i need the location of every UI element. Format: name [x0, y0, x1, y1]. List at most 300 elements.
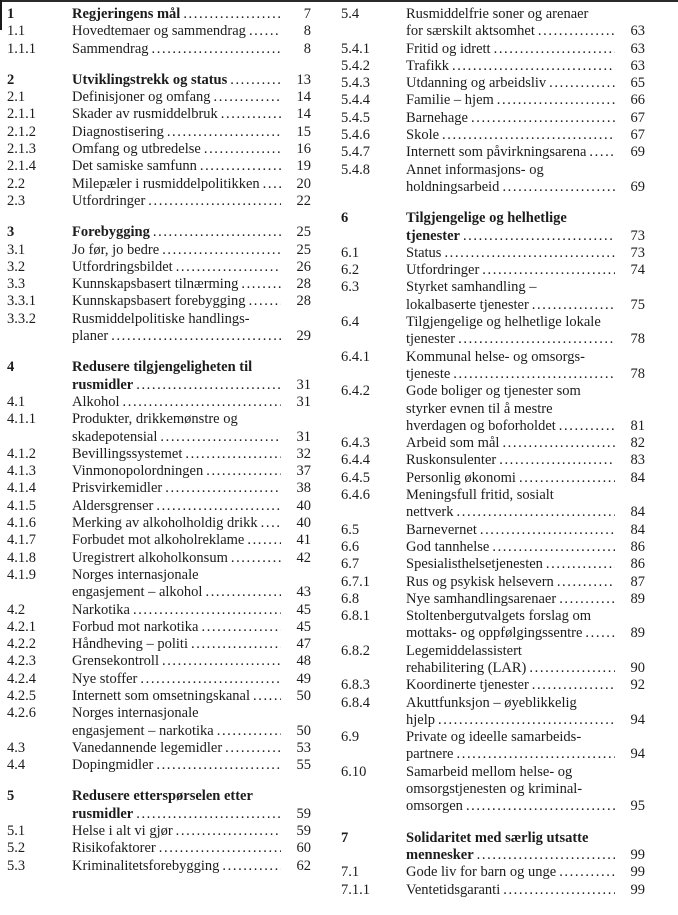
- toc-entry-title-line: Rusmiddelpolitiske handlings-: [72, 310, 250, 327]
- toc-entry: [341, 643, 645, 678]
- toc-entry-number: 1.1.1: [7, 40, 36, 57]
- toc-dot-leader: [457, 504, 615, 521]
- toc-entry-title-line: omsorgstjenesten og kriminal-: [406, 781, 583, 798]
- toc-entry-title-line: styrker evnen til å mestre: [406, 400, 553, 417]
- toc-entry-title: lokalbaserte tjenester: [406, 296, 529, 313]
- toc-dot-leader: [165, 480, 281, 497]
- toc-dot-leader: [546, 556, 615, 573]
- toc-entry-title-lastline: [406, 677, 617, 694]
- toc-entry-page: 31: [296, 393, 311, 410]
- toc-entry-title-lastline: [72, 41, 283, 58]
- toc-entry-title-lastline: [406, 574, 617, 591]
- toc-entry-number: 2.1.3: [7, 141, 36, 158]
- toc-entry: [341, 522, 645, 539]
- toc-entry-number: 5.4.1: [341, 40, 370, 57]
- toc-entry-title-line: Annet informasjons- og: [406, 161, 544, 178]
- toc-dot-leader: [480, 522, 615, 539]
- toc-entry-title: Gode liv for barn og unge: [406, 864, 557, 881]
- toc-group: [7, 72, 311, 210]
- toc-dot-leader: [204, 141, 281, 158]
- toc-dot-leader: [201, 619, 281, 636]
- toc-entry-title-line: Tilgjengelige og helhetlige: [406, 210, 567, 227]
- toc-entry-title-line: Norges internasjonale: [72, 705, 199, 722]
- toc-group: [341, 6, 645, 196]
- toc-entry-title-block: [72, 293, 283, 310]
- toc-entry-title-block: [406, 591, 617, 608]
- toc-entry-title: Trafikk: [406, 57, 449, 74]
- toc-entry-title-line: Norges internasjonale: [72, 566, 199, 583]
- toc-entry-title-lastline: [406, 452, 617, 469]
- toc-entry-title-block: [406, 574, 617, 591]
- toc-entry-title-lastline: [72, 429, 283, 446]
- toc-entry-title-line: Stoltenbergutvalgets forslag om: [406, 608, 591, 625]
- toc-entry: [7, 224, 311, 241]
- toc-entry-title-block: [406, 487, 617, 522]
- toc-entry-title-lastline: [406, 144, 617, 161]
- toc-dot-leader: [241, 276, 281, 293]
- toc-dot-leader: [585, 625, 615, 642]
- toc-entry-number: 3.3.2: [7, 310, 36, 327]
- toc-entry-page: 59: [296, 805, 311, 822]
- toc-entry-title-lastline: [72, 89, 283, 106]
- toc-column-left: [7, 6, 311, 899]
- toc-entry-page: 60: [296, 840, 311, 857]
- toc-entry-title: Omfang og utbredelse: [72, 141, 201, 158]
- toc-entry-title: Fritid og idrett: [406, 40, 491, 57]
- toc-entry-title-lastline: [72, 6, 283, 23]
- toc-entry: [341, 677, 645, 694]
- toc-entry: [7, 141, 311, 158]
- toc-entry-title-lastline: [72, 688, 283, 705]
- toc-group: [7, 359, 311, 774]
- toc-entry-title-block: [406, 144, 617, 161]
- toc-entry-title-block: [406, 110, 617, 127]
- toc-entry-title-lastline: [72, 106, 283, 123]
- toc-entry-title: Barnevernet: [406, 521, 477, 538]
- toc-entry-title: Sammendrag: [72, 40, 149, 57]
- toc-entry-page: 40: [296, 497, 311, 514]
- toc-entry-number: 6.4.2: [341, 383, 370, 400]
- toc-entry-page: 89: [630, 625, 645, 642]
- toc-entry-title: Alkohol: [72, 393, 120, 410]
- toc-entry-title: Skole: [406, 127, 440, 144]
- toc-entry-title-block: [406, 864, 617, 881]
- toc-dot-leader: [503, 882, 615, 899]
- toc-entry-title: Helse i alt vi gjør: [72, 823, 173, 840]
- toc-dot-leader: [221, 106, 281, 123]
- toc-dot-leader: [156, 757, 281, 774]
- toc-entry-title: Internett som påvirkningsarena: [406, 144, 587, 161]
- toc-entry-number: 6.8.4: [341, 694, 370, 711]
- toc-dot-leader: [482, 262, 615, 279]
- toc-entry-title: Koordinerte tjenester: [406, 677, 529, 694]
- toc-entry: [341, 92, 645, 109]
- toc-entry-number: 3.2: [7, 258, 26, 275]
- toc-entry: [7, 636, 311, 653]
- toc-entry-page: 14: [296, 106, 311, 123]
- toc-entry-number: 4.1.3: [7, 463, 36, 480]
- toc-dot-leader: [160, 429, 281, 446]
- toc-entry-page: 73: [630, 227, 645, 244]
- toc-entry-title: Nye stoffer: [72, 670, 138, 687]
- toc-entry-page: 7: [303, 6, 311, 22]
- toc-entry-title-lastline: [72, 293, 283, 310]
- toc-group: [341, 210, 645, 815]
- toc-entry: [7, 41, 311, 58]
- toc-entry: [341, 487, 645, 522]
- toc-entry-page: 40: [296, 515, 311, 532]
- toc-entry-page: 82: [630, 435, 645, 452]
- toc-entry-page: 94: [630, 746, 645, 763]
- toc-entry-page: 8: [303, 23, 311, 40]
- toc-entry-title-lastline: [72, 480, 283, 497]
- toc-entry-title-block: [72, 463, 283, 480]
- toc-entry-title: holdningsarbeid: [406, 178, 500, 195]
- toc-entry-title-block: [72, 124, 283, 141]
- toc-entry-title-block: [406, 435, 617, 452]
- toc-dot-leader: [532, 297, 615, 314]
- toc-entry-title: tjenester: [406, 227, 460, 244]
- toc-entry-number: 2.1.1: [7, 106, 36, 123]
- toc-dot-leader: [261, 515, 281, 532]
- toc-entry: [341, 58, 645, 75]
- toc-entry: [341, 591, 645, 608]
- toc-entry-number: 2.3: [7, 192, 26, 209]
- toc-entry-title-block: [406, 314, 617, 349]
- toc-entry-page: 38: [296, 480, 311, 497]
- toc-entry-title-lastline: [72, 276, 283, 293]
- toc-entry-title-block: [72, 840, 283, 857]
- toc-dot-leader: [519, 470, 615, 487]
- toc-entry-title-lastline: [406, 418, 617, 435]
- toc-entry-title-block: [72, 823, 283, 840]
- toc-entry-title-block: [406, 92, 617, 109]
- toc-entry-title-block: [72, 515, 283, 532]
- toc-group: [7, 788, 311, 874]
- toc-entry-title: Forbudet mot alkoholreklame: [72, 532, 245, 549]
- toc-entry-number: 3.3.1: [7, 293, 36, 310]
- toc-entry-page: 99: [630, 881, 645, 898]
- toc-entry-title-line: Styrket samhandling –: [406, 279, 537, 296]
- toc-entry: [341, 882, 645, 899]
- toc-entry: [7, 311, 311, 346]
- toc-entry-title: Rus og psykisk helsevern: [406, 573, 554, 590]
- toc-entry-number: 6.8.2: [341, 642, 370, 659]
- toc-entry: [7, 89, 311, 106]
- toc-dot-leader: [200, 158, 281, 175]
- toc-entry: [7, 498, 311, 515]
- toc-entry-title: engasjement – narkotika: [72, 722, 214, 739]
- toc-entry-title-lastline: [406, 127, 617, 144]
- toc-entry-title-lastline: [406, 366, 617, 383]
- toc-entry: [341, 262, 645, 279]
- toc-dot-leader: [549, 75, 615, 92]
- toc-entry-title: tjeneste: [406, 365, 451, 382]
- toc-entry-number: 5.3: [7, 857, 26, 874]
- toc-entry-title: Utfordringer: [72, 192, 146, 209]
- toc-entry-number: 5.4.4: [341, 92, 370, 109]
- toc-entry-title-block: [406, 677, 617, 694]
- toc-entry-title-lastline: [406, 864, 617, 881]
- toc-entry-title-block: [406, 764, 617, 816]
- toc-entry: [7, 705, 311, 740]
- toc-entry-page: 22: [296, 192, 311, 209]
- toc-entry-page: 63: [630, 23, 645, 40]
- toc-entry: [341, 144, 645, 161]
- toc-entry-title-block: [72, 671, 283, 688]
- toc-entry-title-block: [72, 705, 283, 740]
- toc-entry-number: 5.4.6: [341, 127, 370, 144]
- toc-entry: [341, 452, 645, 469]
- toc-dot-leader: [162, 242, 281, 259]
- toc-entry: [7, 619, 311, 636]
- toc-entry-title-block: [72, 567, 283, 602]
- toc-entry-title-lastline: [406, 23, 617, 40]
- toc-entry-number: 6.9: [341, 729, 360, 746]
- toc-entry: [7, 124, 311, 141]
- toc-entry-page: 55: [296, 757, 311, 774]
- toc-entry-title-block: [72, 158, 283, 175]
- toc-entry-number: 4.1: [7, 393, 26, 410]
- toc-entry-title-lastline: [406, 847, 617, 864]
- toc-entry-number: 4.2.6: [7, 705, 36, 722]
- toc-dot-leader: [249, 293, 281, 310]
- toc-entry-title-lastline: [406, 798, 617, 815]
- toc-entry: [341, 6, 645, 41]
- toc-entry-page: 37: [296, 463, 311, 480]
- toc-entry-title: Familie – hjem: [406, 92, 494, 109]
- toc-entry-title: Kunnskapsbasert tilnærming: [72, 276, 239, 293]
- toc-entry-title-lastline: [72, 653, 283, 670]
- toc-entry-title-block: [406, 58, 617, 75]
- toc-entry-title-block: [406, 830, 617, 865]
- toc-entry-number: 1: [7, 6, 15, 22]
- toc-dot-leader: [497, 92, 615, 109]
- toc-entry: [7, 6, 311, 23]
- toc-entry-page: 16: [296, 141, 311, 158]
- toc-entry: [341, 729, 645, 764]
- toc-entry: [7, 858, 311, 875]
- toc-entry-title-lastline: [406, 331, 617, 348]
- toc-entry: [7, 176, 311, 193]
- toc-entry: [341, 556, 645, 573]
- toc-entry-number: 4.4: [7, 757, 26, 774]
- toc-entry-title-line: Redusere etterspørselen etter: [72, 788, 253, 805]
- toc-entry-title-block: [406, 210, 617, 245]
- toc-entry-title: Ruskonsulenter: [406, 452, 497, 469]
- toc-entry-title-lastline: [72, 636, 283, 653]
- toc-entry-title-block: [72, 757, 283, 774]
- toc-entry: [7, 788, 311, 823]
- toc-dot-leader: [444, 245, 615, 262]
- toc-dot-leader: [136, 806, 281, 823]
- toc-entry-page: 53: [296, 739, 311, 756]
- toc-entry-number: 4.2: [7, 601, 26, 618]
- toc-entry: [7, 446, 311, 463]
- toc-entry-title-lastline: [72, 72, 283, 89]
- toc-entry-number: 2: [7, 71, 15, 88]
- toc-entry-title-block: [72, 411, 283, 446]
- toc-entry-title: Forebygging: [72, 224, 150, 241]
- toc-entry-title-line: Private og ideelle samarbeids-: [406, 729, 582, 746]
- toc-entry-title: Internett som omsetningskanal: [72, 687, 250, 704]
- toc-entry: [7, 515, 311, 532]
- toc-entry-number: 6.8.3: [341, 677, 370, 694]
- toc-entry-title-block: [72, 394, 283, 411]
- toc-entry-title-block: [406, 608, 617, 643]
- toc-dot-leader: [153, 224, 281, 241]
- toc-entry-title-block: [72, 480, 283, 497]
- toc-dot-leader: [176, 823, 281, 840]
- toc-entry-title-block: [72, 89, 283, 106]
- toc-dot-leader: [532, 677, 615, 694]
- toc-entry-title: Det samiske samfunn: [72, 158, 197, 175]
- toc-entry-number: 4.1.1: [7, 411, 36, 428]
- toc-entry-page: 90: [630, 659, 645, 676]
- toc-entry-title-block: [406, 349, 617, 384]
- toc-entry: [7, 259, 311, 276]
- toc-entry-title-line: Redusere tilgjengeligheten til: [72, 359, 253, 376]
- toc-entry-title-lastline: [72, 619, 283, 636]
- toc-entry-title-lastline: [72, 757, 283, 774]
- toc-entry-title-block: [72, 193, 283, 210]
- toc-entry-title-lastline: [72, 515, 283, 532]
- toc-entry: [7, 567, 311, 602]
- toc-entry-number: 4.2.4: [7, 670, 36, 687]
- toc-dot-leader: [162, 653, 281, 670]
- toc-entry-number: 3.3: [7, 276, 26, 293]
- toc-entry-title: Kunnskapsbasert forebygging: [72, 293, 246, 310]
- toc-entry-page: 20: [296, 175, 311, 192]
- toc-entry-title-lastline: [406, 504, 617, 521]
- toc-entry-title: rehabilitering (LAR): [406, 659, 527, 676]
- toc-entry-title-block: [72, 23, 283, 40]
- toc-entry-number: 7.1.1: [341, 881, 370, 898]
- toc-entry-title-block: [72, 446, 283, 463]
- toc-entry-page: 32: [296, 445, 311, 462]
- toc-entry-number: 5.1: [7, 823, 26, 840]
- toc-entry: [7, 840, 311, 857]
- toc-entry-title-lastline: [72, 806, 283, 823]
- toc-entry-page: 67: [630, 109, 645, 126]
- toc-entry-number: 5.4.3: [341, 75, 370, 92]
- toc-entry-title-block: [406, 279, 617, 314]
- toc-entry-title: Status: [406, 244, 442, 261]
- toc-entry-title-lastline: [72, 498, 283, 515]
- toc-entry-title-block: [406, 539, 617, 556]
- toc-entry-title-lastline: [72, 224, 283, 241]
- toc-entry-title: Skader av rusmiddelbruk: [72, 106, 218, 123]
- toc-entry-title: partnere: [406, 746, 454, 763]
- toc-entry-title-block: [72, 740, 283, 757]
- toc-entry-title-lastline: [406, 539, 617, 556]
- toc-entry: [341, 539, 645, 556]
- toc-dot-leader: [253, 688, 281, 705]
- toc-entry-number: 5.2: [7, 840, 26, 857]
- toc-entry-title-lastline: [406, 556, 617, 573]
- toc-entry-title-block: [406, 6, 617, 41]
- toc-entry-title: rusmidler: [72, 376, 134, 393]
- toc-dot-leader: [152, 41, 281, 58]
- toc-entry-number: 2.1.4: [7, 158, 36, 175]
- toc-entry-title-lastline: [406, 92, 617, 109]
- toc-dot-leader: [557, 574, 615, 591]
- toc-entry-page: 45: [296, 601, 311, 618]
- toc-entry-title-block: [406, 695, 617, 730]
- toc-entry-number: 2.2: [7, 175, 26, 192]
- toc-dot-leader: [452, 58, 615, 75]
- toc-dot-leader: [167, 124, 281, 141]
- toc-entry-title-line: Akuttfunksjon – øyeblikkelig: [406, 694, 577, 711]
- toc-entry-number: 4.1.8: [7, 549, 36, 566]
- toc-dot-leader: [442, 127, 615, 144]
- toc-entry-title-lastline: [72, 446, 283, 463]
- toc-entry-number: 6.7.1: [341, 573, 370, 590]
- toc-entry: [7, 242, 311, 259]
- toc-entry-number: 4.3: [7, 739, 26, 756]
- toc-entry-page: 62: [296, 857, 311, 874]
- toc-entry-title-lastline: [406, 712, 617, 729]
- toc-entry-title-line: Samarbeid mellom helse- og: [406, 763, 573, 780]
- toc-entry-title-block: [406, 643, 617, 678]
- toc-entry-title-block: [72, 242, 283, 259]
- toc-entry-title: Ventetidsgaranti: [406, 881, 501, 898]
- toc-entry-title: Forbud mot narkotika: [72, 618, 199, 635]
- toc-entry-number: 5.4: [341, 6, 360, 22]
- toc-entry-title: Uregistrert alkoholkonsum: [72, 549, 228, 566]
- toc-entry-number: 6.8: [341, 590, 360, 607]
- toc-entry-title: Utdanning og arbeidsliv: [406, 75, 547, 92]
- toc-entry-title-lastline: [72, 394, 283, 411]
- toc-entry-title-lastline: [72, 259, 283, 276]
- toc-entry-title: Bevillingssystemet: [72, 445, 183, 462]
- toc-entry: [341, 864, 645, 881]
- toc-entry-page: 41: [296, 532, 311, 549]
- toc-entry-title: Personlig økonomi: [406, 469, 516, 486]
- toc-entry-page: 63: [630, 57, 645, 74]
- toc-entry-page: 86: [630, 556, 645, 573]
- toc-entry: [7, 23, 311, 40]
- toc-entry-title-block: [72, 259, 283, 276]
- toc-dot-leader: [148, 193, 281, 210]
- toc-entry-title-lastline: [406, 228, 617, 245]
- toc-dot-leader: [206, 463, 281, 480]
- toc-entry-title-block: [72, 619, 283, 636]
- toc-dot-leader: [502, 179, 615, 196]
- toc-entry-title-block: [406, 729, 617, 764]
- toc-dot-leader: [471, 110, 615, 127]
- toc-entry-page: 25: [296, 241, 311, 258]
- toc-dot-leader: [453, 366, 615, 383]
- toc-entry-page: 47: [296, 636, 311, 653]
- toc-dot-leader: [559, 591, 615, 608]
- toc-entry: [341, 162, 645, 197]
- toc-entry-title: tjenester: [406, 331, 456, 348]
- toc-entry-title: Utfordringer: [406, 262, 480, 279]
- toc-entry-page: 13: [296, 71, 311, 88]
- toc-entry-number: 7.1: [341, 864, 360, 881]
- toc-entry: [7, 193, 311, 210]
- toc-entry: [341, 574, 645, 591]
- toc-entry-page: 48: [296, 653, 311, 670]
- toc-entry-number: 4.2.2: [7, 636, 36, 653]
- toc-entry-page: 89: [630, 590, 645, 607]
- toc-entry-number: 2.1.2: [7, 123, 36, 140]
- toc-entry-title: Milepæler i rusmiddelpolitikken: [72, 175, 260, 192]
- toc-entry: [7, 653, 311, 670]
- toc-entry-title-block: [406, 41, 617, 58]
- toc-entry-title: omsorgen: [406, 798, 463, 815]
